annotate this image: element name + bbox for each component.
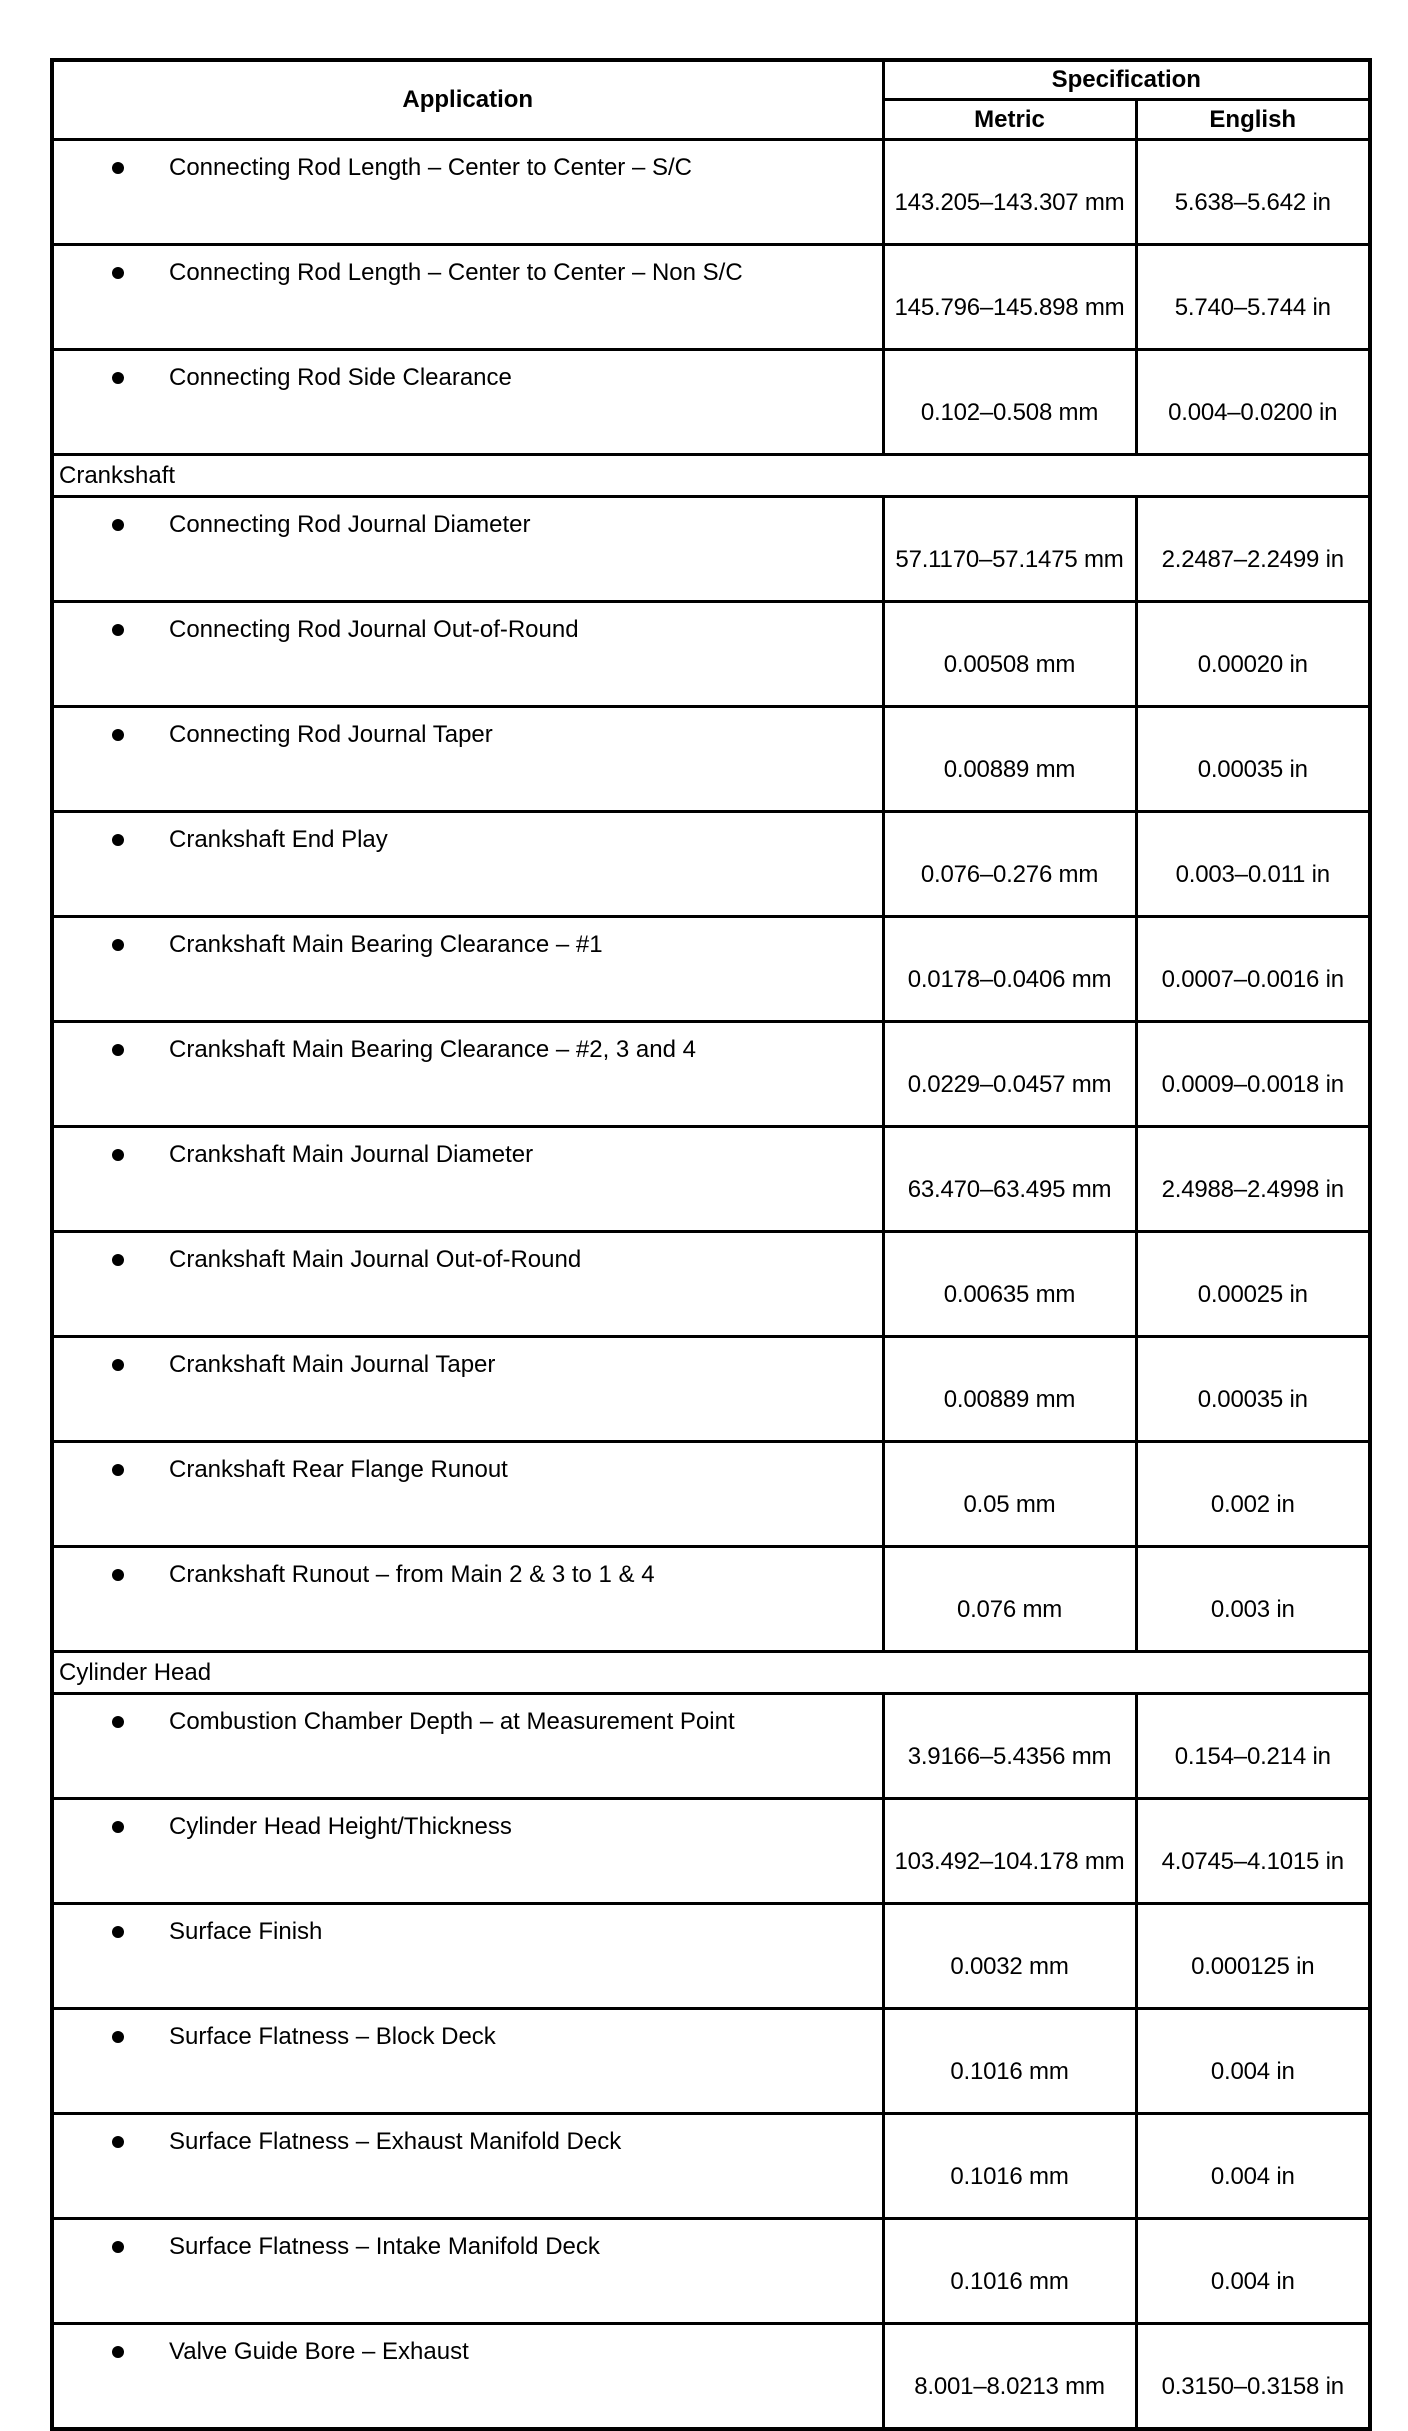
english-value: 0.00020 in xyxy=(1136,602,1370,707)
table-header xyxy=(52,60,1370,140)
metric-value: 57.1170–57.1475 mm xyxy=(883,497,1136,602)
bullet-icon xyxy=(112,1149,124,1161)
application-cell xyxy=(52,917,883,1022)
section-row xyxy=(52,455,1370,497)
application-cell xyxy=(52,1232,883,1337)
application-text: Crankshaft Runout – from Main 2 & 3 to 1 & 4 xyxy=(169,1561,655,1588)
english-value: 0.000125 in xyxy=(1136,1904,1370,2009)
application-cell xyxy=(52,2219,883,2324)
english-value: 2.4988–2.4998 in xyxy=(1136,1127,1370,1232)
application-cell xyxy=(52,707,883,812)
table-row xyxy=(52,245,1370,350)
bullet-icon xyxy=(112,372,124,384)
bullet-icon xyxy=(112,939,124,951)
application-cell xyxy=(52,1694,883,1799)
specification-table xyxy=(50,58,1372,2431)
application-text: Crankshaft Main Journal Diameter xyxy=(169,1141,534,1168)
bullet-icon xyxy=(112,1569,124,1581)
metric-value: 103.492–104.178 mm xyxy=(883,1799,1136,1904)
application-cell xyxy=(52,1442,883,1547)
application-text: Valve Guide Bore – Exhaust xyxy=(169,2338,469,2365)
application-text: Cylinder Head Height/Thickness xyxy=(169,1813,512,1840)
application-text: Crankshaft Main Journal Taper xyxy=(169,1351,496,1378)
bullet-icon xyxy=(112,1821,124,1833)
application-cell xyxy=(52,497,883,602)
english-value: 2.2487–2.2499 in xyxy=(1136,497,1370,602)
metric-value: 0.0178–0.0406 mm xyxy=(883,917,1136,1022)
application-column-header: Application xyxy=(52,60,883,140)
application-cell xyxy=(52,1799,883,1904)
metric-value: 143.205–143.307 mm xyxy=(883,140,1136,245)
table-body xyxy=(52,140,1370,2430)
metric-value: 0.00889 mm xyxy=(883,1337,1136,1442)
english-value: 0.0007–0.0016 in xyxy=(1136,917,1370,1022)
bullet-icon xyxy=(112,162,124,174)
english-column-header: English xyxy=(1136,100,1370,140)
english-value: 0.00025 in xyxy=(1136,1232,1370,1337)
english-value: 0.004–0.0200 in xyxy=(1136,350,1370,455)
metric-value: 0.00889 mm xyxy=(883,707,1136,812)
table-row xyxy=(52,497,1370,602)
application-cell xyxy=(52,1127,883,1232)
english-value: 0.00035 in xyxy=(1136,1337,1370,1442)
application-text: Connecting Rod Side Clearance xyxy=(169,364,512,391)
bullet-icon xyxy=(112,2031,124,2043)
table-row xyxy=(52,1442,1370,1547)
english-value: 0.004 in xyxy=(1136,2114,1370,2219)
bullet-icon xyxy=(112,2136,124,2148)
application-cell xyxy=(52,1337,883,1442)
application-text: Connecting Rod Length – Center to Center – S/C xyxy=(169,154,692,181)
section-heading: Crankshaft xyxy=(52,455,1370,497)
specification-column-header: Specification xyxy=(883,60,1370,100)
metric-value: 63.470–63.495 mm xyxy=(883,1127,1136,1232)
application-cell xyxy=(52,812,883,917)
table-row xyxy=(52,1799,1370,1904)
metric-value: 0.00508 mm xyxy=(883,602,1136,707)
table-row xyxy=(52,1127,1370,1232)
application-cell xyxy=(52,1547,883,1652)
table-row xyxy=(52,1547,1370,1652)
table-row xyxy=(52,1694,1370,1799)
bullet-icon xyxy=(112,1359,124,1371)
english-value: 0.0009–0.0018 in xyxy=(1136,1022,1370,1127)
application-cell xyxy=(52,1904,883,2009)
application-text: Surface Finish xyxy=(169,1918,323,1945)
table-row xyxy=(52,1904,1370,2009)
application-text: Crankshaft End Play xyxy=(169,826,388,853)
metric-value: 0.076–0.276 mm xyxy=(883,812,1136,917)
metric-value: 0.076 mm xyxy=(883,1547,1136,1652)
metric-value: 0.102–0.508 mm xyxy=(883,350,1136,455)
bullet-icon xyxy=(112,1464,124,1476)
english-value: 0.004 in xyxy=(1136,2219,1370,2324)
metric-value: 3.9166–5.4356 mm xyxy=(883,1694,1136,1799)
table-row xyxy=(52,917,1370,1022)
table-row xyxy=(52,140,1370,245)
bullet-icon xyxy=(112,624,124,636)
bullet-icon xyxy=(112,2241,124,2253)
metric-value: 0.1016 mm xyxy=(883,2219,1136,2324)
application-text: Crankshaft Main Bearing Clearance – #2, 3 and 4 xyxy=(169,1036,696,1063)
bullet-icon xyxy=(112,267,124,279)
table-row xyxy=(52,1337,1370,1442)
application-text: Crankshaft Main Bearing Clearance – #1 xyxy=(169,931,603,958)
bullet-icon xyxy=(112,1926,124,1938)
table-row xyxy=(52,2009,1370,2114)
application-cell xyxy=(52,2114,883,2219)
application-text: Connecting Rod Journal Diameter xyxy=(169,511,531,538)
english-value: 5.638–5.642 in xyxy=(1136,140,1370,245)
application-cell xyxy=(52,245,883,350)
english-value: 0.002 in xyxy=(1136,1442,1370,1547)
section-row xyxy=(52,1652,1370,1694)
table-row xyxy=(52,2324,1370,2430)
bullet-icon xyxy=(112,729,124,741)
application-cell xyxy=(52,1022,883,1127)
metric-column-header: Metric xyxy=(883,100,1136,140)
metric-value: 0.0229–0.0457 mm xyxy=(883,1022,1136,1127)
application-cell xyxy=(52,350,883,455)
application-text: Combustion Chamber Depth – at Measurement Point xyxy=(169,1708,735,1735)
table-row xyxy=(52,2219,1370,2324)
application-text: Surface Flatness – Block Deck xyxy=(169,2023,496,2050)
english-value: 5.740–5.744 in xyxy=(1136,245,1370,350)
bullet-icon xyxy=(112,834,124,846)
section-heading: Cylinder Head xyxy=(52,1652,1370,1694)
english-value: 0.004 in xyxy=(1136,2009,1370,2114)
bullet-icon xyxy=(112,1044,124,1056)
english-value: 0.003 in xyxy=(1136,1547,1370,1652)
application-cell xyxy=(52,602,883,707)
metric-value: 0.1016 mm xyxy=(883,2114,1136,2219)
metric-value: 8.001–8.0213 mm xyxy=(883,2324,1136,2430)
application-text: Connecting Rod Journal Taper xyxy=(169,721,493,748)
application-cell xyxy=(52,140,883,245)
table-row xyxy=(52,707,1370,812)
application-text: Connecting Rod Journal Out-of-Round xyxy=(169,616,579,643)
application-text: Surface Flatness – Intake Manifold Deck xyxy=(169,2233,600,2260)
bullet-icon xyxy=(112,2346,124,2358)
table-row xyxy=(52,1022,1370,1127)
metric-value: 0.00635 mm xyxy=(883,1232,1136,1337)
english-value: 0.00035 in xyxy=(1136,707,1370,812)
bullet-icon xyxy=(112,1254,124,1266)
application-cell xyxy=(52,2324,883,2430)
application-cell xyxy=(52,2009,883,2114)
table-row xyxy=(52,1232,1370,1337)
bullet-icon xyxy=(112,519,124,531)
table-row xyxy=(52,812,1370,917)
metric-value: 0.1016 mm xyxy=(883,2009,1136,2114)
english-value: 4.0745–4.1015 in xyxy=(1136,1799,1370,1904)
application-text: Connecting Rod Length – Center to Center – Non S/C xyxy=(169,259,743,286)
english-value: 0.003–0.011 in xyxy=(1136,812,1370,917)
metric-value: 0.05 mm xyxy=(883,1442,1136,1547)
application-text: Crankshaft Main Journal Out-of-Round xyxy=(169,1246,582,1273)
table-row xyxy=(52,2114,1370,2219)
application-text: Surface Flatness – Exhaust Manifold Deck xyxy=(169,2128,622,2155)
english-value: 0.154–0.214 in xyxy=(1136,1694,1370,1799)
application-text: Crankshaft Rear Flange Runout xyxy=(169,1456,508,1483)
table-row xyxy=(52,602,1370,707)
metric-value: 0.0032 mm xyxy=(883,1904,1136,2009)
metric-value: 145.796–145.898 mm xyxy=(883,245,1136,350)
table-row xyxy=(52,350,1370,455)
english-value: 0.3150–0.3158 in xyxy=(1136,2324,1370,2430)
bullet-icon xyxy=(112,1716,124,1728)
